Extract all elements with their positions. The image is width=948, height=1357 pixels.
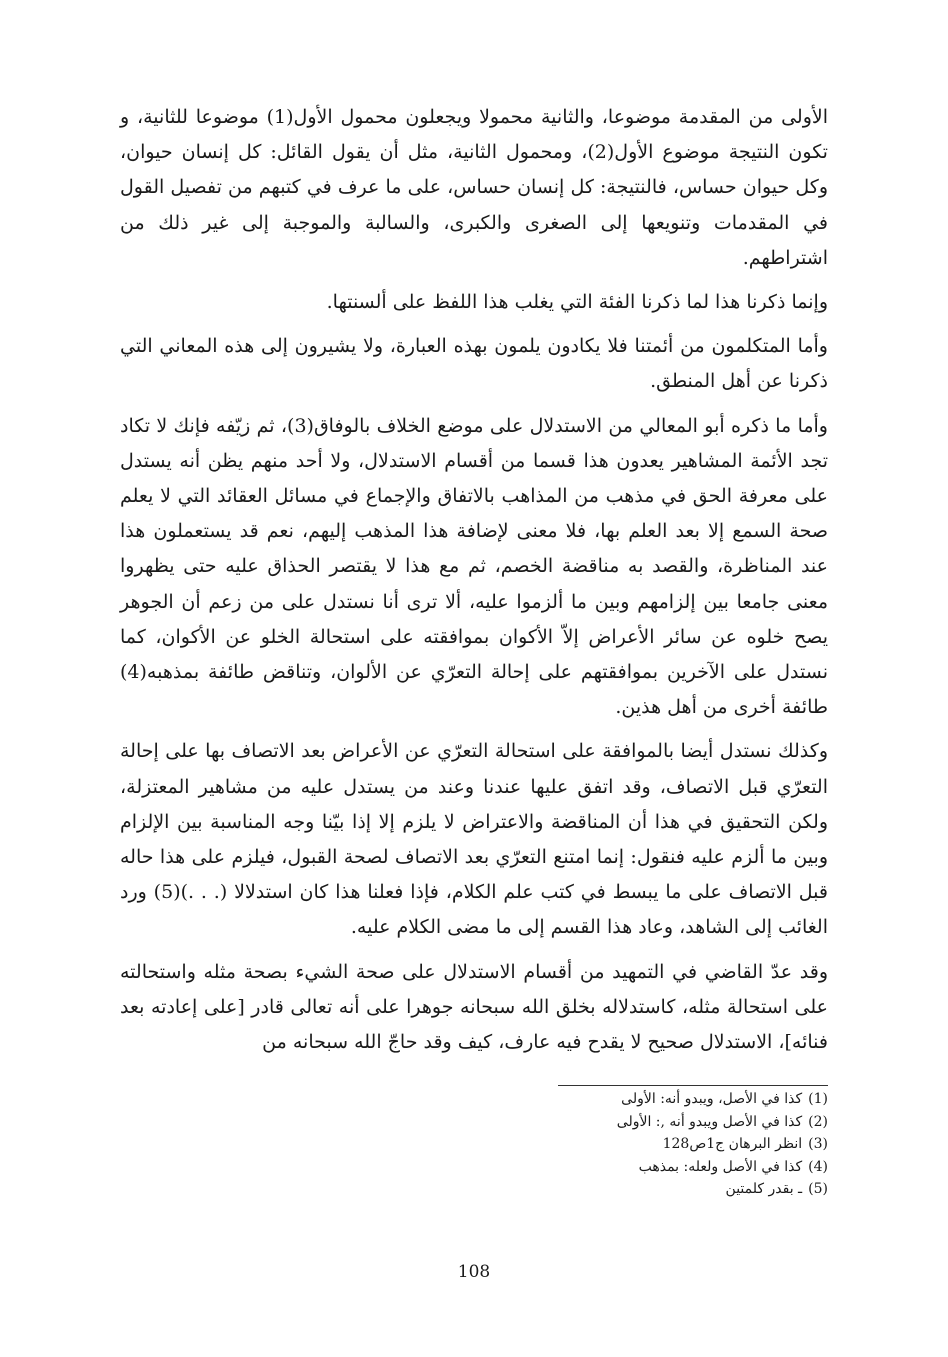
footnote-item (120, 1178, 828, 1201)
paragraph-4: وأما ما ذكره أبو المعالي من الاستدلال على موضع الخلاف بالوفاق(3)، ثم زيّفه فإنك لا تكاد تجد الأئمة المشاهير يعدون هذا قسما من أقسام الاستدلال، ولا أحد منهم يظن أنه يستدل على معرفة الحق في مذهب من المذاهب بالاتفاق والإجماع في مسائل العقائد التي لا يعلم صحة السمع إلا بعد العلم بها، فلا معنى لإضافة هذا المذهب إليهم، نعم قد يستعملون هذا عند المناظرة، والقصد به مناقضة الخصم، ثم مع هذا لا يقتصر الحذاق عليه حتى يظهروا معنى جامعا بين إلزامهم وبين ما ألزموا عليه، ألا ترى أنا نستدل على من زعم أن الجوهر يصح خلوه عن سائر الأعراض إلاّ الأكوان بموافقته على استحالة الخلو عن الأكوان، كما نستدل على الآخرين بموافقتهم على إحالة التعرّي عن الألوان، وتناقض طائفة بمذهبه(4) طائفة أخرى من أهل هذين. (120, 414, 828, 719)
paragraph-3: وأما المتكلمون من أئمتنا فلا يكادون يلمون بهذه العبارة، ولا يشيرون إلى هذه المعاني التي ذكرنا عن أهل المنطق. (120, 335, 828, 393)
footnote-item (120, 1111, 828, 1134)
page-number: 108 (457, 1262, 491, 1282)
footnote-item (120, 1156, 828, 1179)
footnote-text: انظر البرهان ج1ص128 (662, 1136, 803, 1152)
footnote-number: (4) (808, 1158, 828, 1175)
footnote-text: كذا في الأصل ويبدو أنه ,: الأولى (616, 1113, 803, 1130)
footnote-text: ـ بقدر كلمتين (725, 1181, 803, 1197)
paragraph-5: وكذلك نستدل أيضا بالموافقة على استحالة التعرّي عن الأعراض بعد الاتصاف بها على إحالة التعرّي قبل الاتصاف، وقد اتفق عليها عندنا وعند من يستدل عليه من مشاهير المعتزلة، ولكن التحقيق في هذا أن المناقضة والاعتراض لا يلزم إلا إذا بيّنا وجه المناسبة بين الإلزام وبين ما ألزم عليه فنقول: إنما امتنع التعرّي بعد الاتصاف لصحة القبول، فيلزم على هذا حاله قبل الاتصاف على ما يبسط في كتب علم الكلام، فإذا فعلنا هذا كان استدلالا (. . .)(5) ورد الغائب إلى الشاهد، وعاد هذا القسم إلى ما مضى الكلام عليه. (120, 740, 828, 939)
footnote-number: (3) (808, 1136, 828, 1152)
footnote-number: (5) (808, 1181, 828, 1197)
footnote-number: (2) (808, 1113, 828, 1130)
footnotes-list (120, 1088, 828, 1201)
footnote-item (120, 1133, 828, 1156)
footnote-text: كذا في الأصل، ويبدو أنه: الأولى (621, 1091, 803, 1107)
footnote-divider (558, 1085, 828, 1086)
main-text (120, 100, 828, 1069)
footnote-item (120, 1088, 828, 1111)
paragraph-1: الأولى من المقدمة موضوعا، والثانية محمولا ويجعلون محمول الأول(1) موضوعا للثانية، و تكون النتيجة موضوع الأول(2)، ومحمول الثانية، مثل أن يقول القائل: كل إنسان حيوان، وكل حيوان حساس، فالنتيجة: كل إنسان حساس، على ما عرف في كتبهم من تفصيل القول في المقدمات وتنويعها إلى الصغرى والكبرى، والسالبة والموجبة إلى غير ذلك من اشتراطهم. (120, 106, 828, 269)
paragraph-6: وقد عدّ القاضي في التمهيد من أقسام الاستدلال على صحة الشيء بصحة مثله واستحالته على استحالة مثله، كاستدلاله بخلق الله سبحانه جوهرا على أنه تعالى قادر [على إعادته بعد فنائه]، الاستدلال صحيح لا يقدح فيه عارف، كيف وقد حاجّ الله سبحانه من (120, 960, 828, 1054)
paragraph-2: وإنما ذكرنا هذا لما ذكرنا الفئة التي يغلب هذا اللفظ على ألسنتها. (326, 291, 828, 314)
footnote-text: كذا في الأصل ولعله: بمذهب (638, 1158, 803, 1175)
footnote-number: (1) (808, 1091, 828, 1107)
